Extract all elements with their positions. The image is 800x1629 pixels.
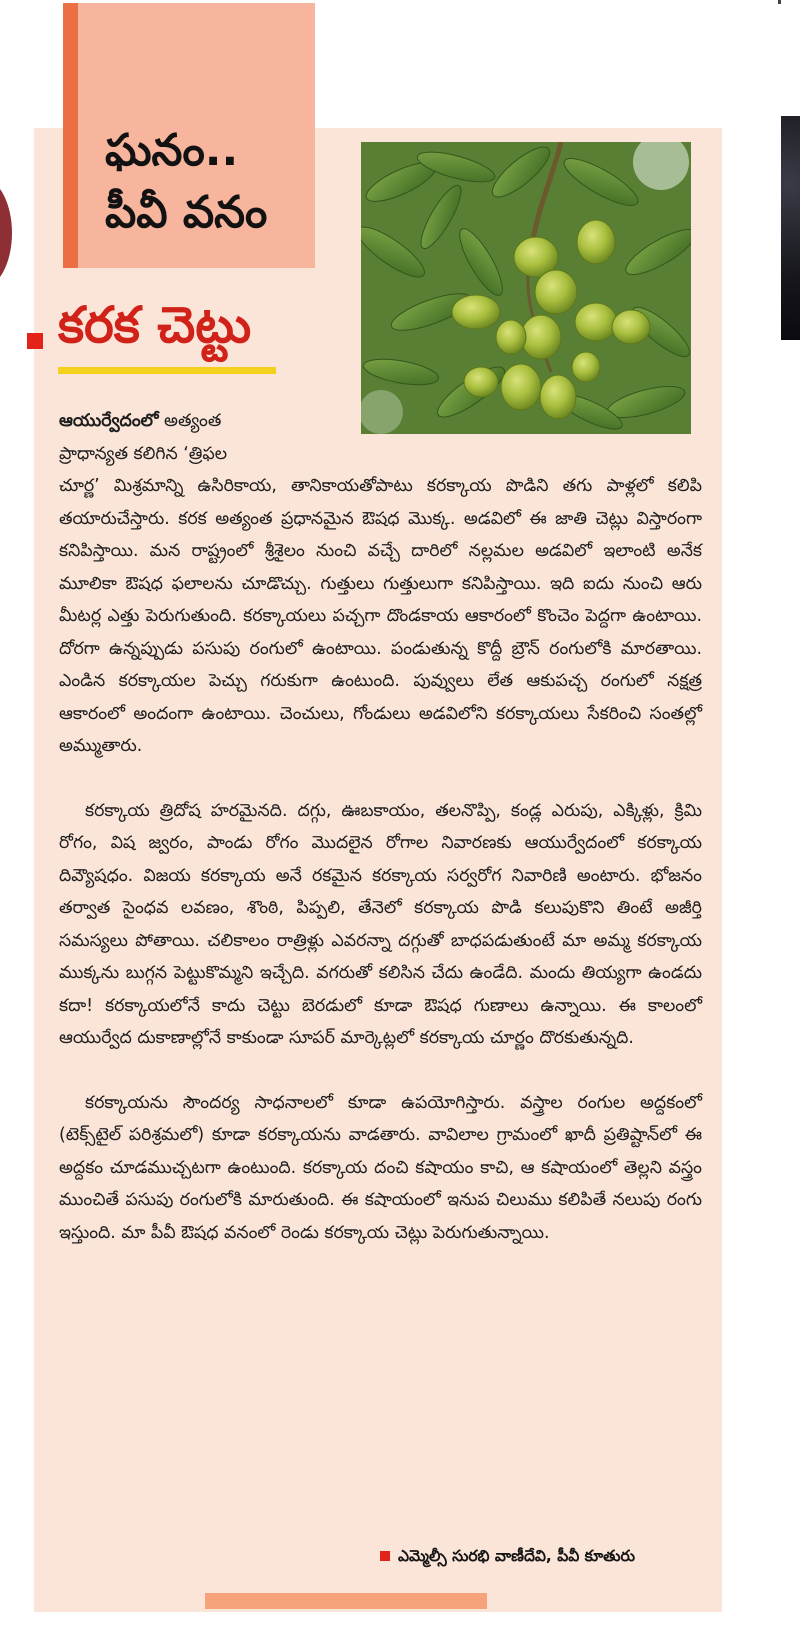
column-title-stripe: [63, 3, 78, 268]
byline-marker: [380, 1551, 390, 1561]
column-title-line2: పీవీ వనం: [105, 187, 268, 238]
heading-underline: [58, 367, 276, 374]
paragraph-3: కరక్కాయను సౌందర్య సాధనాలలో కూడా ఉపయోగిస్తారు. వస్త్రాల రంగుల అద్దకంలో (టెక్స్‌టైల్ పరిశ్రమలో) కూడా కరక్కాయను వాడతారు. వావిలాల గ్రామంలో ఖాదీ ప్రతిష్టాన్‌లో ఈ అద్దకం చూడముచ్చటగా ఉంటుంది. కరక్కాయ దంచి కషాయం కాచి, ఆ కషాయంలో తెల్లని వస్త్రం ముంచితే పసుపు రంగులోకి మారుతుంది. ఈ కషాయంలో ఇనుప చిలుము కలిపితే నలుపు రంగు ఇస్తుంది. మా పీవీ ఔషధ వనంలో రెండు కరక్కాయ చెట్లు పెరుగుతున్నాయి.: [59, 1092, 702, 1243]
adjacent-photo-edge-left: [0, 178, 12, 288]
page-edge-mark: [778, 0, 781, 4]
paragraph-gap: [59, 1055, 702, 1087]
paragraph-1-wrap: [59, 405, 355, 470]
article-heading: కరక చెట్టు: [58, 296, 252, 354]
paragraph-2: కరక్కాయ త్రిదోష హరమైనది. దగ్గు, ఊబకాయం, తలనొప్పి, కండ్ల ఎరుపు, ఎక్కిళ్లు, క్రిమి రోగం, విష జ్వరం, పాండు రోగం మొదలైన రోగాల నివారణకు ఆయుర్వేదంలో కరక్కాయ దివ్యౌషధం. విజయ కరక్కాయ అనే రకమైన కరక్కాయ సర్వరోగ నివారిణి అంటారు. భోజనం తర్వాత సైంధవ లవణం, శొంఠి, పిప్పలి, తేనెలో కరక్కాయ పొడి కలుపుకొని తింటే అజీర్తి సమస్యలు పోతాయి. చలికాలం రాత్రిళ్లు ఎవరన్నా దగ్గుతో బాధపడుతుంటే మా అమ్మ కరక్కాయ ముక్కను బుగ్గన పెట్టుకొమ్మని ఇచ్చేది. వగరుతో కలిసిన చేదు ఉండేది. మందు తియ్యగా ఉండదు కదా! కరక్కాయలోనే కాదు చెట్టు బెరడులో కూడా ఔషధ గుణాలు ఉన్నాయి. ఈ కాలంలో ఆయుర్వేద దుకాణాల్లోనే కాకుండా సూపర్ మార్కెట్లలో కరక్కాయ చూర్ణం దొరకుతున్నది.: [59, 800, 702, 1048]
paragraph-1-wrap-line2: ప్రాధాన్యత కలిగిన ‘త్రిఫల: [59, 443, 228, 464]
paragraph-1-rest: చూర్ణ’ మిశ్రమాన్ని ఉసిరికాయ, తానికాయతోపాటు కరక్కాయ పొడిని తగు పాళ్లలో కలిపి తయారుచేస్తారు. కరక అత్యంత ప్రధానమైన ఔషధ మొక్క. అడవిలో ఈ జాతి చెట్లు విస్తారంగా కనిపిస్తాయి. మన రాష్ట్రంలో శ్రీశైలం నుంచి వచ్చే దారిలో నల్లమల అడవిలో ఇలాంటి అనేక మూలికా ఔషధ ఫలాలను చూడొచ్చు. గుత్తులు గుత్తులుగా కనిపిస్తాయి. ఇది ఐదు నుంచి ఆరు మీటర్ల ఎత్తు పెరుగుతుంది. కరక్కాయలు పచ్చగా దొండకాయ ఆకారంలో కొంచెం పెద్దగా ఉంటాయి. దోరగా ఉన్నప్పుడు పసుపు రంగులో ఉంటాయి. పండుతున్న కొద్దీ బ్రౌన్ రంగులోకి మారతాయి. ఎండిన కరక్కాయల పెచ్చు గరుకుగా ఉంటుంది. పువ్వులు లేత ఆకుపచ్చ రంగులో నక్షత్ర ఆకారంలో అందంగా ఉంటాయి. చెంచులు, గోండులు అడవిలోని కరక్కాయలు సేకరించి సంతల్లో అమ్ముతారు.: [59, 476, 702, 756]
adjacent-photo-edge-right: [781, 116, 800, 340]
column-title: [105, 120, 315, 244]
paragraph-1-lead: ఆయుర్వేదంలో: [59, 411, 159, 431]
paragraph-1: [59, 405, 702, 763]
haritaki-fruit-photo: [361, 142, 691, 434]
column-title-line1: ఘనం..: [105, 125, 239, 176]
haritaki-fruit-branch-photo-icon: [361, 142, 691, 434]
bottom-accent-bar: [205, 1593, 487, 1609]
article-body: [59, 405, 702, 1249]
byline-text: ఎమ్మెల్సీ సురభి వాణీదేవి, పీవీ కూతురు: [398, 1547, 636, 1565]
heading-marker: [27, 333, 43, 349]
paragraph-gap: [59, 763, 702, 795]
byline: [380, 1545, 702, 1567]
paragraph-1-wrap-line1: అత్యంత: [158, 411, 222, 431]
